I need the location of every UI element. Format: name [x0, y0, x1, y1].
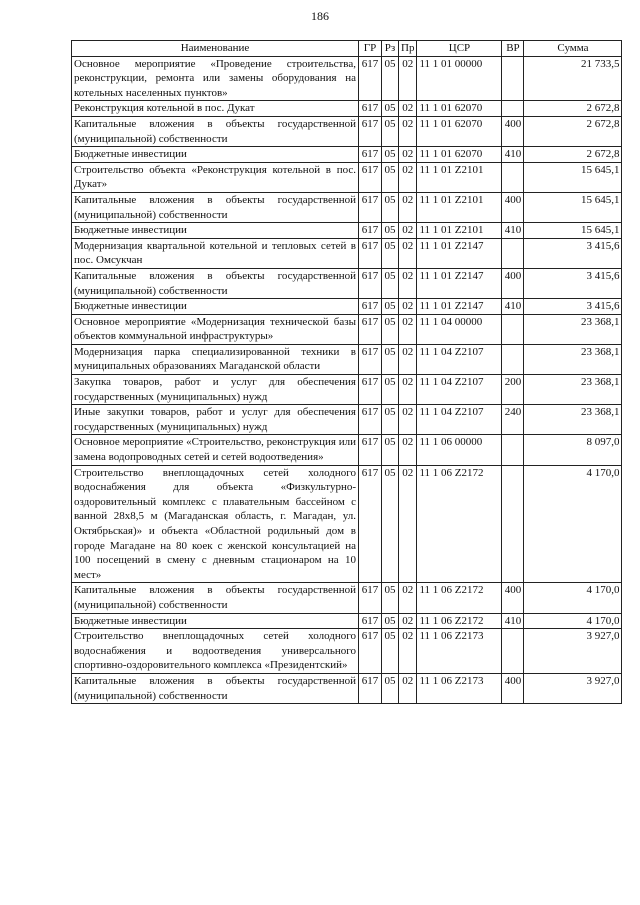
- row-pr: 02: [399, 583, 417, 613]
- row-sum: 15 645,1: [524, 192, 622, 222]
- row-csr: 11 1 06 Z2172: [417, 583, 502, 613]
- row-sum: 15 645,1: [524, 223, 622, 239]
- row-gr: 617: [359, 223, 382, 239]
- header-vr: ВР: [502, 41, 524, 57]
- row-rz: 05: [382, 116, 399, 146]
- row-vr: [502, 162, 524, 192]
- row-name: Капитальные вложения в объекты государственной (муниципальной) собственности: [72, 268, 359, 298]
- header-rz: Рз: [382, 41, 399, 57]
- header-row: [72, 41, 622, 57]
- row-gr: 617: [359, 101, 382, 117]
- table-row: [72, 299, 622, 315]
- header-pr: Пр: [399, 41, 417, 57]
- row-sum: 21 733,5: [524, 56, 622, 101]
- row-csr: 11 1 01 62070: [417, 147, 502, 163]
- row-vr: 410: [502, 299, 524, 315]
- row-rz: 05: [382, 314, 399, 344]
- row-pr: 02: [399, 375, 417, 405]
- row-name: Модернизация квартальной котельной и тепловых сетей в пос. Омсукчан: [72, 238, 359, 268]
- row-sum: 2 672,8: [524, 116, 622, 146]
- row-gr: 617: [359, 116, 382, 146]
- row-name: Модернизация парка специализированной техники в муниципальных образованиях Магаданской области: [72, 344, 359, 374]
- row-sum: 3 415,6: [524, 238, 622, 268]
- row-sum: 2 672,8: [524, 147, 622, 163]
- row-gr: 617: [359, 629, 382, 674]
- row-pr: 02: [399, 162, 417, 192]
- table-body: [72, 56, 622, 704]
- table-row: [72, 238, 622, 268]
- table-row: [72, 435, 622, 465]
- row-rz: 05: [382, 162, 399, 192]
- row-sum: 23 368,1: [524, 314, 622, 344]
- row-name: Капитальные вложения в объекты государственной (муниципальной) собственности: [72, 673, 359, 703]
- row-sum: 4 170,0: [524, 613, 622, 629]
- row-vr: 400: [502, 192, 524, 222]
- row-gr: 617: [359, 583, 382, 613]
- row-gr: 617: [359, 299, 382, 315]
- row-csr: 11 1 06 Z2173: [417, 629, 502, 674]
- row-vr: 200: [502, 375, 524, 405]
- table-row: [72, 116, 622, 146]
- row-sum: 4 170,0: [524, 465, 622, 583]
- row-vr: 400: [502, 268, 524, 298]
- row-rz: 05: [382, 192, 399, 222]
- header-gr: ГР: [359, 41, 382, 57]
- budget-table: [71, 40, 622, 704]
- row-vr: 400: [502, 116, 524, 146]
- row-sum: 23 368,1: [524, 344, 622, 374]
- row-gr: 617: [359, 56, 382, 101]
- row-gr: 617: [359, 192, 382, 222]
- table-row: [72, 101, 622, 117]
- row-pr: 02: [399, 465, 417, 583]
- row-rz: 05: [382, 223, 399, 239]
- row-rz: 05: [382, 375, 399, 405]
- row-vr: [502, 314, 524, 344]
- table-row: [72, 344, 622, 374]
- table-row: [72, 162, 622, 192]
- row-name: Закупка товаров, работ и услуг для обеспечения государственных (муниципальных) нужд: [72, 375, 359, 405]
- row-name: Бюджетные инвестиции: [72, 223, 359, 239]
- row-vr: 410: [502, 613, 524, 629]
- row-name: Бюджетные инвестиции: [72, 613, 359, 629]
- row-pr: 02: [399, 192, 417, 222]
- row-name: Бюджетные инвестиции: [72, 299, 359, 315]
- row-csr: 11 1 01 62070: [417, 116, 502, 146]
- row-pr: 02: [399, 223, 417, 239]
- row-pr: 02: [399, 435, 417, 465]
- row-name: Капитальные вложения в объекты государственной (муниципальной) собственности: [72, 192, 359, 222]
- row-rz: 05: [382, 56, 399, 101]
- row-pr: 02: [399, 147, 417, 163]
- row-rz: 05: [382, 101, 399, 117]
- row-gr: 617: [359, 344, 382, 374]
- row-rz: 05: [382, 613, 399, 629]
- row-vr: [502, 56, 524, 101]
- row-pr: 02: [399, 268, 417, 298]
- row-csr: 11 1 04 Z2107: [417, 405, 502, 435]
- row-csr: 11 1 06 00000: [417, 435, 502, 465]
- row-gr: 617: [359, 147, 382, 163]
- header-sum: Сумма: [524, 41, 622, 57]
- row-rz: 05: [382, 344, 399, 374]
- row-gr: 617: [359, 314, 382, 344]
- row-rz: 05: [382, 147, 399, 163]
- row-vr: 410: [502, 223, 524, 239]
- row-pr: 02: [399, 344, 417, 374]
- row-pr: 02: [399, 314, 417, 344]
- row-rz: 05: [382, 673, 399, 703]
- header-name: Наименование: [72, 41, 359, 57]
- row-name: Капитальные вложения в объекты государственной (муниципальной) собственности: [72, 583, 359, 613]
- row-gr: 617: [359, 375, 382, 405]
- row-rz: 05: [382, 435, 399, 465]
- row-sum: 3 415,6: [524, 268, 622, 298]
- row-gr: 617: [359, 405, 382, 435]
- row-csr: 11 1 06 Z2172: [417, 613, 502, 629]
- table-header: [72, 41, 622, 57]
- row-csr: 11 1 06 Z2172: [417, 465, 502, 583]
- row-gr: 617: [359, 162, 382, 192]
- row-gr: 617: [359, 465, 382, 583]
- row-pr: 02: [399, 629, 417, 674]
- table-row: [72, 583, 622, 613]
- table-row: [72, 268, 622, 298]
- row-pr: 02: [399, 613, 417, 629]
- row-name: Иные закупки товаров, работ и услуг для обеспечения государственных (муниципальных) нужд: [72, 405, 359, 435]
- table-row: [72, 56, 622, 101]
- row-rz: 05: [382, 629, 399, 674]
- page-number: 186: [311, 9, 329, 23]
- row-csr: 11 1 01 62070: [417, 101, 502, 117]
- row-csr: 11 1 01 Z2147: [417, 238, 502, 268]
- row-gr: 617: [359, 268, 382, 298]
- row-gr: 617: [359, 613, 382, 629]
- row-vr: [502, 629, 524, 674]
- table-row: [72, 314, 622, 344]
- row-csr: 11 1 04 Z2107: [417, 344, 502, 374]
- table-row: [72, 405, 622, 435]
- row-pr: 02: [399, 116, 417, 146]
- row-vr: 400: [502, 583, 524, 613]
- row-rz: 05: [382, 583, 399, 613]
- row-pr: 02: [399, 405, 417, 435]
- row-sum: 23 368,1: [524, 405, 622, 435]
- row-vr: 400: [502, 673, 524, 703]
- header-csr: ЦСР: [417, 41, 502, 57]
- row-pr: 02: [399, 238, 417, 268]
- row-gr: 617: [359, 435, 382, 465]
- row-sum: 3 927,0: [524, 673, 622, 703]
- row-vr: [502, 344, 524, 374]
- row-sum: 3 415,6: [524, 299, 622, 315]
- row-sum: 2 672,8: [524, 101, 622, 117]
- row-vr: 410: [502, 147, 524, 163]
- table-row: [72, 613, 622, 629]
- table-row: [72, 465, 622, 583]
- row-gr: 617: [359, 673, 382, 703]
- row-rz: 05: [382, 465, 399, 583]
- row-csr: 11 1 01 Z2147: [417, 268, 502, 298]
- table-row: [72, 147, 622, 163]
- table-row: [72, 375, 622, 405]
- row-pr: 02: [399, 673, 417, 703]
- row-rz: 05: [382, 299, 399, 315]
- table-row: [72, 673, 622, 703]
- table-row: [72, 192, 622, 222]
- row-csr: 11 1 01 Z2101: [417, 223, 502, 239]
- row-pr: 02: [399, 101, 417, 117]
- row-vr: [502, 101, 524, 117]
- row-csr: 11 1 06 Z2173: [417, 673, 502, 703]
- row-sum: 15 645,1: [524, 162, 622, 192]
- row-csr: 11 1 01 Z2101: [417, 162, 502, 192]
- row-name: Бюджетные инвестиции: [72, 147, 359, 163]
- row-csr: 11 1 01 00000: [417, 56, 502, 101]
- row-csr: 11 1 04 00000: [417, 314, 502, 344]
- row-vr: 240: [502, 405, 524, 435]
- row-name: Строительство объекта «Реконструкция котельной в пос. Дукат»: [72, 162, 359, 192]
- row-rz: 05: [382, 405, 399, 435]
- row-name: Основное мероприятие «Строительство, реконструкция или замена водопроводных сетей и сетей водоотведения»: [72, 435, 359, 465]
- row-name: Реконструкция котельной в пос. Дукат: [72, 101, 359, 117]
- row-pr: 02: [399, 56, 417, 101]
- row-pr: 02: [399, 299, 417, 315]
- table-row: [72, 629, 622, 674]
- row-vr: [502, 435, 524, 465]
- row-csr: 11 1 01 Z2147: [417, 299, 502, 315]
- row-rz: 05: [382, 268, 399, 298]
- row-name: Капитальные вложения в объекты государственной (муниципальной) собственности: [72, 116, 359, 146]
- row-name: Основное мероприятие «Модернизация технической базы объектов коммунальной инфраструктуры»: [72, 314, 359, 344]
- row-rz: 05: [382, 238, 399, 268]
- row-csr: 11 1 01 Z2101: [417, 192, 502, 222]
- table-row: [72, 223, 622, 239]
- row-sum: 23 368,1: [524, 375, 622, 405]
- row-sum: 3 927,0: [524, 629, 622, 674]
- row-vr: [502, 465, 524, 583]
- row-name: Основное мероприятие «Проведение строительства, реконструкции, ремонта или замены оборудования на котельных населенных пунктов»: [72, 56, 359, 101]
- row-sum: 8 097,0: [524, 435, 622, 465]
- row-name: Строительство внеплощадочных сетей холодного водоснабжения для объекта «Физкультурно-оздоровительный комплекс с плавательным бассейном с ванной 28х8,5 м (Магаданская область, г. Магадан, ул. Октябрьская)» и объекта «Областной родильный дом в городе Магадане на 80 коек с женской консультацией на 100 посещений в смену с дневным стационаром на 10 мест»: [72, 465, 359, 583]
- row-vr: [502, 238, 524, 268]
- row-sum: 4 170,0: [524, 583, 622, 613]
- row-gr: 617: [359, 238, 382, 268]
- row-csr: 11 1 04 Z2107: [417, 375, 502, 405]
- row-name: Строительство внеплощадочных сетей холодного водоснабжения и водоотведения универсального спортивно-оздоровительного комплекса «Президентский»: [72, 629, 359, 674]
